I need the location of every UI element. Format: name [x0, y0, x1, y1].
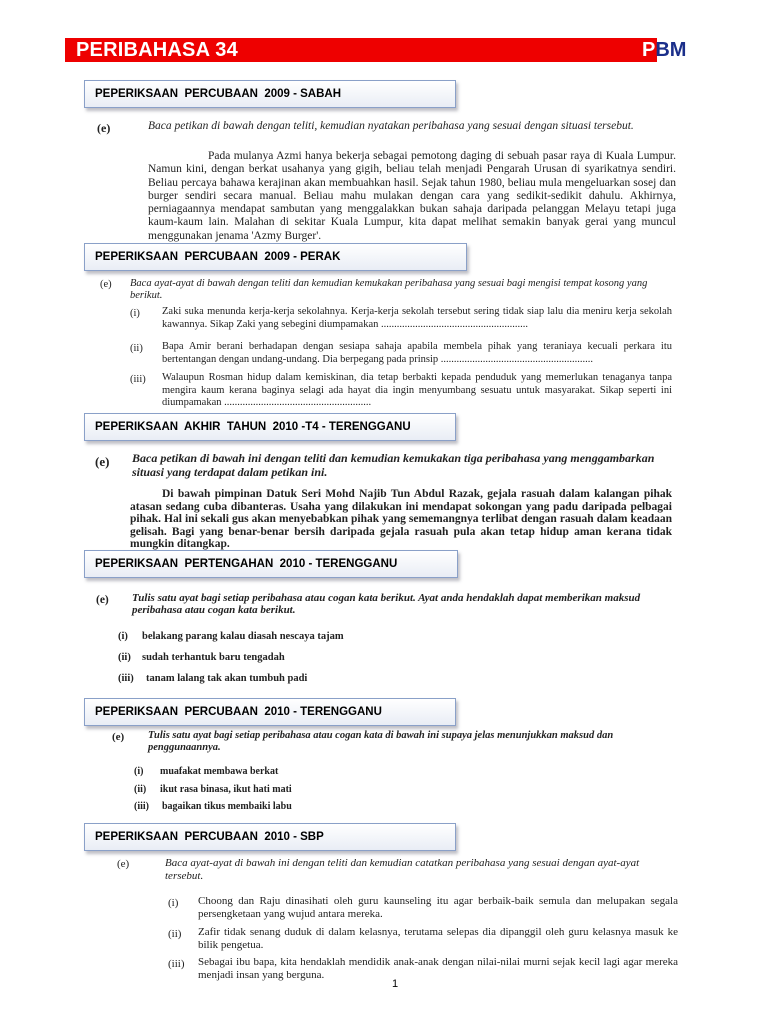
item-number: (i): [118, 631, 128, 642]
brand-p: P: [642, 39, 656, 61]
item-number: (ii): [130, 343, 143, 354]
item-text: muafakat membawa berkat: [160, 766, 279, 777]
item-number: (i): [130, 308, 140, 319]
question-instruction: Baca petikan di bawah dengan teliti, kemudian nyatakan peribahasa yang sesuai dengan situasi tersebut.: [148, 120, 634, 132]
item-text: Zafir tidak senang duduk di dalam kelasnya, terutama selepas dia dipanggil oleh guru kelasnya masuk ke bilik pengetua.: [198, 926, 678, 951]
question-instruction: Baca ayat-ayat di bawah ini dengan teliti dan kemudian catatkan peribahasa yang sesuai dengan ayat-ayat tersebut.: [165, 857, 640, 882]
section-heading-sbp: PEPERIKSAAN PERCUBAAN 2010 - SBP: [84, 823, 456, 851]
item-number: (iii): [118, 673, 134, 684]
item-text: Sebagai ibu bapa, kita hendaklah mendidik anak-anak dengan nilai-nilai murni sejak kecil lagi agar mereka menjadi insan yang berguna.: [198, 956, 678, 981]
item-text: Bapa Amir berani berhadapan dengan sesiapa sahaja apabila membela pihak yang teraniaya kecuali perkara itu bertentangan dengan undang-undang. Dia berpegang pada prinsip ..........................................................: [162, 341, 672, 365]
brand-bm: BM: [655, 39, 687, 61]
question-label: (e): [100, 279, 112, 290]
question-label: (e): [95, 454, 110, 469]
question-instruction: Baca petikan di bawah ini dengan teliti dan kemudian kemukakan tiga peribahasa yang menggambarkan situasi yang terdapat dalam petikan ini.: [132, 451, 655, 479]
question-instruction: Baca ayat-ayat di bawah dengan teliti dan kemudian kemukakan peribahasa yang sesuai bagi mengisi tempat kosong yang berikut.: [130, 278, 648, 301]
item-text: belakang parang kalau diasah nescaya tajam: [142, 631, 344, 642]
page-number: 1: [392, 978, 399, 990]
passage-text: Di bawah pimpinan Datuk Seri Mohd Najib Tun Abdul Razak, gejala rasuah dalam kalangan pihak atasan sedang cuba dibanteras. Usaha yang dilakukan ini mendapat sokongan yang padu daripada pelbagai pihak. Hal ini sekali gus akan menyebabkan pihak yang sememangnya terlibat dengan rasuah dalam keadaan gelisah. Bagi yang benar-benar bersih daripada gejala rasuah pula akan tetap hidup aman kerana tidak mungkin ditangkap.: [130, 488, 672, 551]
question-label: (e): [112, 731, 125, 743]
item-text: Walaupun Rosman hidup dalam kemiskinan, dia tetap berbakti kepada penduduk yang memerlukan tenaganya tanpa mengira kaum kerana baginya selagi ada hayat dia ingin menyumbang sesuatu untuk masyarakat. Sikap seperti ini diumpamakan ........................................................: [162, 372, 672, 408]
question-instruction: Tulis satu ayat bagi setiap peribahasa atau cogan kata di bawah ini supaya jelas menunjukkan maksud dan penggunaannya.: [148, 730, 614, 753]
section-heading-pertengahan: PEPERIKSAAN PERTENGAHAN 2010 - TERENGGANU: [84, 550, 458, 578]
section-heading-percubaan-terengganu: PEPERIKSAAN PERCUBAAN 2010 - TERENGGANU: [84, 698, 456, 726]
question-label: (e): [96, 594, 109, 606]
item-number: (i): [134, 766, 144, 777]
section-heading-perak: PEPERIKSAAN PERCUBAAN 2009 - PERAK: [84, 243, 467, 271]
item-number: (ii): [134, 784, 147, 795]
page-title: PERIBAHASA 34: [76, 39, 238, 61]
section-heading-sabah: PEPERIKSAAN PERCUBAAN 2009 - SABAH: [84, 80, 456, 108]
item-number: (ii): [168, 928, 182, 940]
question-label: (e): [117, 858, 130, 870]
item-text: bagaikan tikus membaiki labu: [162, 801, 292, 812]
question-label: (e): [97, 121, 111, 135]
section-heading-akhir-tahun: PEPERIKSAAN AKHIR TAHUN 2010 -T4 - TERENGGANU: [84, 413, 456, 441]
item-text: Zaki suka menunda kerja-kerja sekolahnya. Kerja-kerja sekolah tersebut sering tidak siap lalu dia meniru kerja sekolah kawannya. Sikap Zaki yang sebegini diumpamakan ........................................................: [162, 306, 672, 330]
item-text: sudah terhantuk baru tengadah: [142, 652, 285, 663]
passage-text: Pada mulanya Azmi hanya bekerja sebagai pemotong daging di sebuah pasar raya di Kuala Lumpur. Namun kini, dengan berkat usahanya yang gigih, beliau telah menjadi Pengarah Urusan di syarikatnya sendiri. Beliau percaya bahawa kerajinan akan membuahkan hasil. Sejak tahun 1980, beliau mula mengeluarkan sosej dan burger sendiri secara manual. Beliau mahu mulakan dengan cara yang sedikit-sedikit dahulu. Akhirnya, perniagaannya mendapat sambutan yang menggalakkan bukan sahaja daripada pelanggan Melayu tetapi juga kaum-kaum lain. Malahan di sekitar Kuala Lumpur, kita dapat melihat semakin banyak gerai yang muncul menggunakan jenama 'Azmy Burger'.: [148, 150, 676, 242]
item-number: (i): [168, 897, 179, 909]
item-text: Choong dan Raju dinasihati oleh guru kaunseling itu agar berbaik-baik semula dan melupakan segala persengketaan yang wujud antara mereka.: [198, 895, 678, 920]
item-number: (iii): [168, 958, 185, 970]
item-number: (ii): [118, 652, 131, 663]
item-number: (iii): [130, 374, 146, 385]
item-text: tanam lalang tak akan tumbuh padi: [146, 673, 308, 684]
brand-logo: [642, 37, 686, 63]
item-number: (iii): [134, 801, 149, 812]
question-instruction: Tulis satu ayat bagi setiap peribahasa atau cogan kata berikut. Ayat anda hendaklah dapat memberikan maksud peribahasa atau cogan kata berikut.: [132, 592, 641, 616]
item-text: ikut rasa binasa, ikut hati mati: [160, 784, 292, 795]
